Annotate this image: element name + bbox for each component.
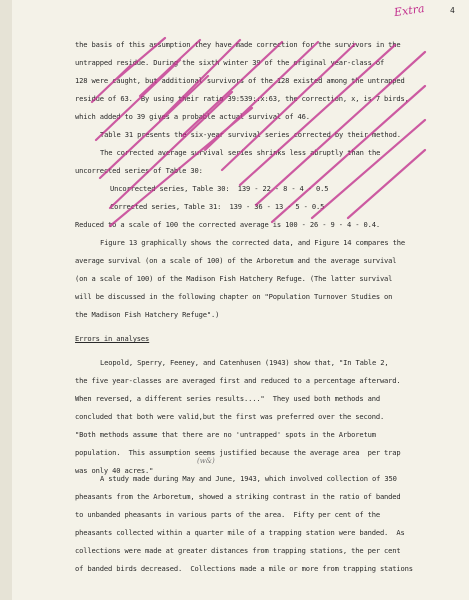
text-line: population. This assumption seems justified because the average area per trap: [75, 448, 401, 457]
text-line: the basis of this assumption they have made correction for the survivors in the: [75, 40, 401, 49]
text-line: will be discussed in the following chapter on "Population Turnover Studies on: [75, 292, 393, 301]
text-line: Leopold, Sperry, Feeney, and Catenhusen (1943) show that, "In Table 2,: [100, 358, 389, 367]
text-line: the five year-classes are averaged first and reduced to a percentage afterward.: [75, 376, 401, 385]
text-line: uncorrected series of Table 30:: [75, 166, 203, 175]
text-line: "Both methods assume that there are no 'untrapped' spots in the Arboretum: [75, 430, 376, 439]
series-line: Corrected series, Table 31: 139 - 36 - 13 - 5 - 0.5: [110, 202, 325, 211]
text-line: was only 40 acres.": [75, 466, 154, 475]
text-line: collections were made at greater distances from trapping stations, the per cent: [75, 546, 401, 555]
text-line: A study made during May and June, 1943, which involved collection of 350: [100, 474, 397, 483]
text-line: The corrected average survival series shrinks less abruptly than the: [100, 148, 381, 157]
strike-mark: [100, 76, 208, 178]
section-heading: Errors in analyses: [75, 334, 150, 343]
text-line: which added to 39 gives a probable actual survival of 46.: [75, 112, 310, 121]
text-line: pheasants collected within a quarter mile of a trapping station were banded. As: [75, 528, 405, 537]
text-line: Table 31 presents the six-year survival series corrected by their method.: [100, 130, 401, 139]
text-line: When reversed, a different series results...." They used both methods and: [75, 394, 380, 403]
handwritten-insert: (w&): [197, 457, 215, 465]
text-line: Figure 13 graphically shows the corrected data, and Figure 14 compares the: [100, 238, 405, 247]
text-line: pheasants from the Arboretum, showed a striking contrast in the ratio of banded: [75, 492, 401, 501]
text-line: residue of 63. By using their ratio 39:539::x:63, the correction, x, is 7 birds,: [75, 94, 409, 103]
text-line: 128 were caught, but additional survivors of the 128 existed among the untrapped: [75, 76, 405, 85]
text-line: Reduced to a scale of 100 the corrected average is 100 - 26 - 9 - 4 - 0.4.: [75, 220, 380, 229]
series-line: Uncorrected series, Table 30: 139 - 22 - 8 - 4 - 0.5: [110, 184, 329, 193]
text-line: untrapped residue. During the sixth winter 39 of the original year-class of: [75, 58, 385, 67]
text-line: the Madison Fish Hatchery Refuge".): [75, 310, 220, 319]
strike-mark: [348, 150, 425, 218]
text-line: average survival (on a scale of 100) of the Arboretum and the average survival: [75, 256, 397, 265]
text-line: (on a scale of 100) of the Madison Fish Hatchery Refuge. (The latter survival: [75, 274, 393, 283]
strike-mark: [182, 42, 282, 136]
paper-edge: [0, 0, 12, 600]
text-line: concluded that both were valid,but the first was preferred over the second.: [75, 412, 385, 421]
margin-note: Extra: [393, 1, 426, 20]
text-line: to unbanded pheasants in various parts of the area. Fifty per cent of the: [75, 510, 380, 519]
text-line: of banded birds decreased. Collections made a mile or more from trapping stations: [75, 564, 413, 573]
page-number: 4: [450, 6, 455, 15]
strike-mark: [256, 52, 425, 205]
